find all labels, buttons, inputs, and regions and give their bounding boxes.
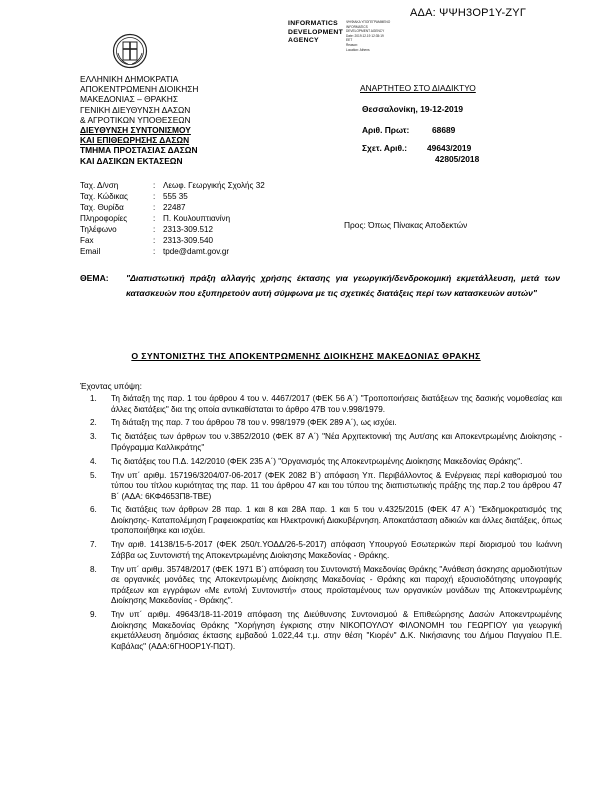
list-item: 7. Την αριθ. 14138/15-5-2017 (ΦΕΚ 250/τ.ΥΟΔΔ/26-5-2017) απόφαση Υπουργού Εσωτερικών περί διορισμού του Ιωάννη Σάββα ως Συντονιστή της Αποκεντρωμένης Διοίκησης Μακεδονίας - Θράκης. (90, 540, 562, 560)
list-item: 3. Τις διατάξεις των άρθρων του ν.3852/2010 (ΦΕΚ 87 Α΄) "Νέα Αρχιτεκτονική της Αυτ/σης και Αποκεντρωμένης Διοίκησης - Πρόγραμμα Καλλικράτης" (90, 432, 562, 452)
recipients-line: Προς: Όπως Πίνακας Αποδεκτών (344, 220, 468, 230)
contact-key: Ταχ. Δ/νση (80, 181, 119, 190)
issuer-line: ΑΠΟΚΕΝΤΡΩΜΕΝΗ ΔΙΟΙΚΗΣΗ (80, 84, 199, 95)
contact-key: Fax (80, 236, 94, 245)
directorate-line: ΚΑΙ ΕΠΙΘΕΩΡΗΣΗΣ ΔΑΣΩΝ (80, 135, 190, 146)
contact-key: Ταχ. Θυρίδα (80, 203, 124, 212)
posting-notice: ΑΝΑΡΤΗΤΕΟ ΣΤΟ ΔΙΑΔΙΚΤΥΟ (360, 83, 476, 93)
related-label: Σχετ. Αριθ.: (362, 143, 408, 153)
list-item: 1. Τη διάταξη της παρ. 1 του άρθρου 4 του ν. 4467/2017 (ΦΕΚ 56 Α΄) "Τροποποιήσεις διατάξεων της δασικής νομοθεσίας και άλλες διατάξεις" δια της οποία αντικαθίσταται το άρθρο 47Β του ν.998/1979. (90, 394, 562, 414)
list-item: 9. Την υπ΄ αριθμ. 49643/18-11-2019 απόφαση της Διεύθυνσης Συντονισμού & Επιθεώρησης Δασών Αποκεντρωμένης Διοίκησης Μακεδονίας Θράκης "Χορήγηση έγκρισης στην ΝΙΚΟΠΟΥΛΟΥ ΦΙΛΟΝΟΜΗ του ΓΕΩΡΓΙΟΥ για γεωργική εκμετάλλευση δημόσιας έκτασης εμβαδού 1.022,44 τ.μ. στην θέση "Κιορέν" Δ.Κ. Νικήσιανης του Δήμου Παγγαίου Π.Ε. Καβάλας" (ΑΔΑ:6ΓΗ0ΟΡ1Υ-ΠΩΤ). (90, 610, 562, 651)
subject-label: ΘΕΜΑ: (80, 273, 109, 283)
department-line: ΤΜΗΜΑ ΠΡΟΣΤΑΣΙΑΣ ΔΑΣΩΝ (80, 145, 198, 156)
logo-line: DEVELOPMENT (288, 28, 344, 36)
considerations-intro: Έχοντας υπόψη: (80, 381, 142, 391)
signature-line: Date: 2019.12.19 12:35:19 (346, 33, 384, 38)
contact-value: Π. Κουλουπτιανίνη (163, 214, 231, 223)
signature-line: DEVELOPMENT AGENCY (346, 29, 385, 34)
signature-line: Reason: (346, 42, 358, 47)
protocol-number: 68689 (432, 124, 456, 135)
issuer-line: & ΑΓΡΟΤΙΚΩΝ ΥΠΟΘΕΣΕΩΝ (80, 114, 191, 125)
protocol-label: Αριθ. Πρωτ: (362, 124, 410, 135)
list-item: 2. Τη διάταξη της παρ. 7 του άρθρου 78 του ν. 998/1979 (ΦΕΚ 289 Α΄), ως ισχύει. (90, 418, 397, 428)
list-item: 6. Τις διατάξεις των άρθρων 28 παρ. 1 και 8 και 28Α παρ. 1 και 5 του ν.4325/2015 (ΦΕΚ 47 Α΄) "Εκδημοκρατισμός της Διοίκησης- Καταπολέμηση Γραφειοκρατίας και Ηλεκτρονική Διακυβέρνηση. Αποκατάσταση αδικιών και άλλες διατάξεις, όπως τροποποιήθηκε και ισχύει. (90, 505, 562, 536)
greek-emblem-icon (112, 33, 148, 69)
ada-code: ΑΔΑ: ΨΨΗ3ΟΡ1Υ-ΖΥΓ (410, 7, 527, 19)
issuer-line: ΓΕΝΙΚΗ ΔΙΕΥΘΥΝΣΗ ΔΑΣΩΝ (80, 104, 191, 115)
contact-value: 2313-309.540 (163, 236, 213, 245)
subject-text: "Διαπιστωτική πράξη αλλαγής χρήσης έκτασης για γεωργική/δενδροκομική εκμετάλλευση, μετά των κατασκευών που εξυπηρετούν αυτή σύμφωνα με τις σχετικές διατάξεις περί των κατασκευών αυτών" (126, 273, 560, 298)
signature-line: Location: Athens (346, 47, 370, 52)
considerations-list (80, 394, 562, 656)
contact-key: Τηλέφωνο (80, 225, 117, 234)
subject-block (80, 271, 560, 300)
logo-line: AGENCY (288, 37, 319, 45)
contact-key: Ταχ. Κώδικας (80, 192, 128, 201)
issuer-header (80, 74, 198, 166)
contact-email[interactable]: tpde@damt.gov.gr (163, 247, 230, 256)
digital-signature-stamp (346, 20, 406, 52)
document-meta (362, 104, 479, 164)
contact-key: Email (80, 247, 101, 256)
directorate-line: ΔΙΕΥΘΥΝΣΗ ΣΥΝΤΟΝΙΣΜΟΥ (80, 125, 191, 136)
decision-title: Ο ΣΥΝΤΟΝΙΣΤΗΣ ΤΗΣ ΑΠΟΚΕΝΤΡΩΜΕΝΗΣ ΔΙΟΙΚΗΣΗΣ ΜΑΚΕΔΟΝΙΑΣ ΘΡΑΚΗΣ (131, 351, 481, 361)
department-line: ΚΑΙ ΔΑΣΙΚΩΝ ΕΚΤΑΣΕΩΝ (80, 155, 183, 166)
signature-line: ΨΗΦΙΑΚΑ ΥΠΟΓΕΓΡΑΜΜΕΝΟ (346, 20, 391, 24)
list-item: 8. Την υπ΄ αριθμ. 35748/2017 (ΦΕΚ 1971 Β΄) απόφαση του Συντονιστή Μακεδονίας Θράκης "Ανάθεση άσκησης αρμοδιοτήτων σε οργανικές μονάδες της Αποκεντρωμένης Διοίκησης Μακεδονίας - Θράκης και παροχή εξουσιοδότησης υπογραφής πράξεων και εγγράφων «Με εντολή Συντονιστή» στους προϊσταμένους των οργανικών μονάδων της Αποκεντρωμένης Διοίκησης Μακεδονίας - Θράκης". (90, 564, 562, 606)
issuer-line: ΕΛΛΗΝΙΚΗ ΔΗΜΟΚΡΑΤΙΑ (80, 74, 179, 84)
contact-details: Ταχ. Δ/νση : Λεωφ. Γεωργικής Σχολής 32 Ταχ. Κώδικας : 555 35 Ταχ. Θυρίδα : 22487 Πληροφορίες : Π. Κουλουπτιανίνη Τηλέφωνο : 2313-309.512 Fax : 2313-309.540 Email : tpde@damt.gov.gr (80, 181, 265, 256)
list-item: 4. Τις διατάξεις του Π.Δ. 142/2010 (ΦΕΚ 235 Α΄) "Οργανισμός της Αποκεντρωμένης Διοίκησης Μακεδονίας Θράκης". (90, 456, 523, 466)
related-number-2: 42805/2018 (435, 153, 480, 164)
informatics-logo (288, 20, 343, 46)
logo-line: INFORMATICS (288, 20, 338, 27)
contact-value: 22487 (163, 203, 186, 212)
document-date: Θεσσαλονίκη, 19-12-2019 (362, 104, 464, 114)
contact-value: 555 35 (163, 192, 188, 201)
related-number-1: 49643/2019 (427, 143, 472, 153)
contact-value: Λεωφ. Γεωργικής Σχολής 32 (163, 181, 265, 190)
list-item: 5. Την υπ΄ αριθμ. 157196/3204/07-06-2017 (ΦΕΚ 2082 Β΄) απόφαση Υπ. Περιβάλλοντος & Ενέργειας περί καθορισμού του τύπου του τίτλου κυριότητας της παρ. 11 του άρθρου 47 και του τύπου της διαπιστωτικής πράξης της παρ.2 του άρθρου 47 Β΄ (ΑΔΑ: 6ΚΦ4653Π8-ΤΒΕ) (90, 470, 562, 501)
contact-key: Πληροφορίες (80, 214, 128, 223)
issuer-line: ΜΑΚΕΔΟΝΙΑΣ – ΘΡΑΚΗΣ (80, 94, 178, 105)
contact-value: 2313-309.512 (163, 225, 213, 234)
signature-line: INFORMATICS (346, 24, 368, 29)
signature-line: EET (346, 38, 353, 43)
